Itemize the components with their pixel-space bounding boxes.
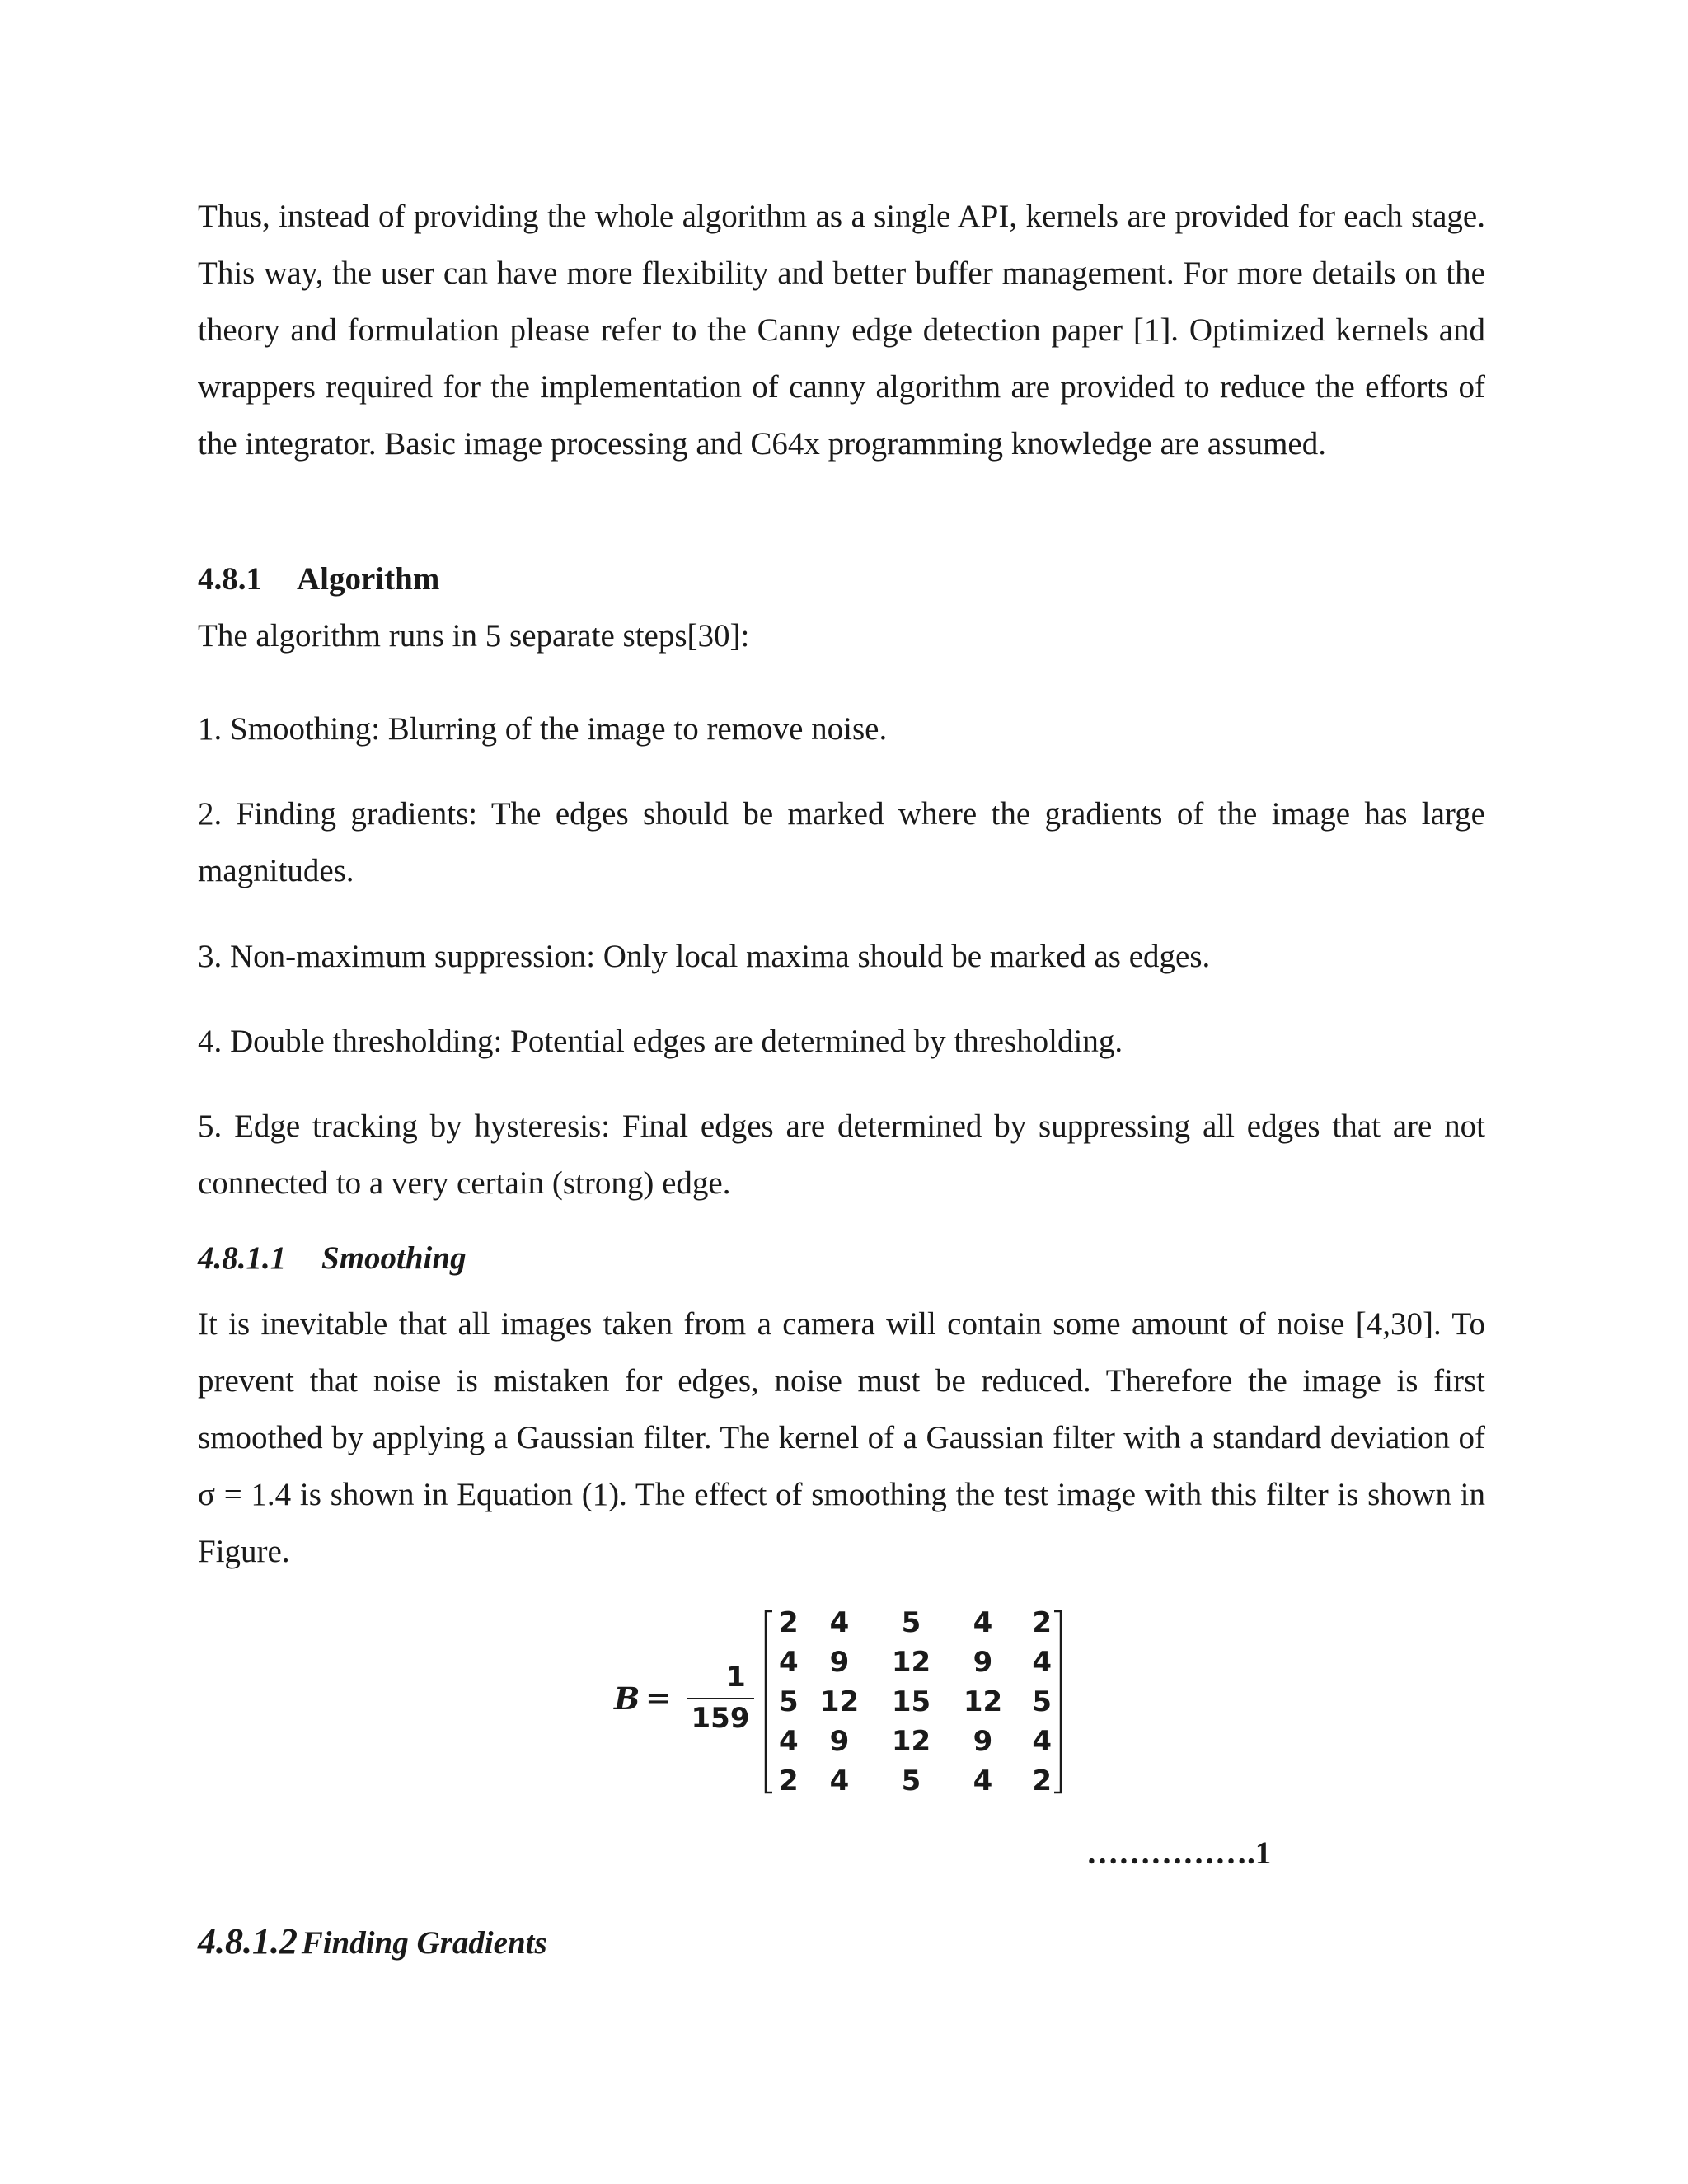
- heading-smoothing: [198, 1240, 467, 1277]
- heading-gradients-number: 4.8.1.2: [198, 1921, 298, 1961]
- matrix-cell: 2: [1032, 1606, 1052, 1639]
- matrix-cell: 4: [779, 1646, 799, 1679]
- matrix-cell: 4: [1032, 1646, 1052, 1679]
- heading-algorithm-number: 4.8.1: [198, 561, 262, 597]
- matrix-cell: 9: [829, 1646, 850, 1679]
- matrix-cell: 2: [779, 1765, 799, 1797]
- matrix-cell: 4: [1032, 1725, 1052, 1758]
- equation-numerator: 1: [726, 1661, 746, 1694]
- matrix-cell: 4: [973, 1765, 993, 1797]
- fraction-bar: [687, 1698, 754, 1699]
- matrix-cell: 12: [891, 1646, 931, 1679]
- matrix-cell: 5: [901, 1765, 921, 1797]
- heading-finding-gradients: [198, 1920, 547, 1962]
- equation-number: …………….1: [1086, 1835, 1272, 1871]
- matrix-cell: 4: [779, 1725, 799, 1758]
- smoothing-paragraph: It is inevitable that all images taken from a camera will contain some amount of noise [4,30]. To prevent that noise is mistaken for edges, noise must be reduced. Therefore the image is first smoothed by applying a Gaussian filter. The kernel of a Gaussian filter with a standard deviation of σ = 1.4 is shown in Equation (1). The effect of smoothing the test image with this filter is shown in Figure.: [198, 1306, 1485, 1569]
- step-item: 3. Non-maximum suppression: Only local maxima should be marked as edges.: [198, 939, 1211, 974]
- matrix-cell: 12: [891, 1725, 931, 1758]
- equation-lhs: B: [614, 1680, 640, 1717]
- matrix-cell: 12: [963, 1685, 1003, 1718]
- matrix-row: [779, 1603, 1052, 1643]
- heading-smoothing-title: Smoothing: [321, 1240, 467, 1276]
- matrix-cell: 12: [819, 1685, 860, 1718]
- matrix-cell: 4: [973, 1606, 993, 1639]
- matrix-cell: 5: [1032, 1685, 1052, 1718]
- matrix-cell: 5: [901, 1606, 921, 1639]
- step-item: 5. Edge tracking by hysteresis: Final edges are determined by suppressing all edges that are not connected to a very certain (strong) edge.: [198, 1108, 1485, 1201]
- matrix-cell: 5: [779, 1685, 799, 1718]
- gaussian-kernel-equation: [614, 1603, 1076, 1801]
- equation-denominator: 159: [691, 1702, 750, 1735]
- step-item: 4. Double thresholding: Potential edges are determined by thresholding.: [198, 1024, 1123, 1059]
- heading-algorithm-title: Algorithm: [297, 561, 440, 597]
- left-bracket: [766, 1611, 772, 1793]
- intro-paragraph: Thus, instead of providing the whole algorithm as a single API, kernels are provided for each stage. This way, the user can have more flexibility and better buffer management. For more details on the theory and formulation please refer to the Canny edge detection paper [1]. Optimized kernels and wrappers required for the implementation of canny algorithm are provided to reduce the efforts of the integrator. Basic image processing and C64x programming knowledge are assumed.: [198, 199, 1485, 462]
- matrix-row: [779, 1643, 1052, 1682]
- matrix-cell: 2: [779, 1606, 799, 1639]
- heading-gradients-title: Finding Gradients: [301, 1925, 547, 1961]
- step-item: 2. Finding gradients: The edges should be marked where the gradients of the image has large magnitudes.: [198, 796, 1485, 888]
- matrix-cell: 4: [829, 1606, 850, 1639]
- matrix-row: [779, 1682, 1052, 1722]
- kernel-matrix: [761, 1603, 1074, 1801]
- matrix-cell: 4: [829, 1765, 850, 1797]
- right-bracket: [1054, 1611, 1061, 1793]
- matrix-cell: 15: [891, 1685, 931, 1718]
- matrix-cell: 9: [973, 1646, 993, 1679]
- matrix-cell: 9: [973, 1725, 993, 1758]
- heading-algorithm: [198, 560, 439, 598]
- matrix-cell: 9: [829, 1725, 850, 1758]
- step-item: 1. Smoothing: Blurring of the image to remove noise.: [198, 711, 888, 747]
- matrix-row: [779, 1722, 1052, 1761]
- heading-smoothing-number: 4.8.1.1: [198, 1240, 287, 1276]
- matrix-cell: 2: [1032, 1765, 1052, 1797]
- matrix-row: [779, 1761, 1052, 1801]
- algorithm-intro: The algorithm runs in 5 separate steps[30]:: [198, 618, 750, 654]
- equation-equals: =: [645, 1680, 672, 1716]
